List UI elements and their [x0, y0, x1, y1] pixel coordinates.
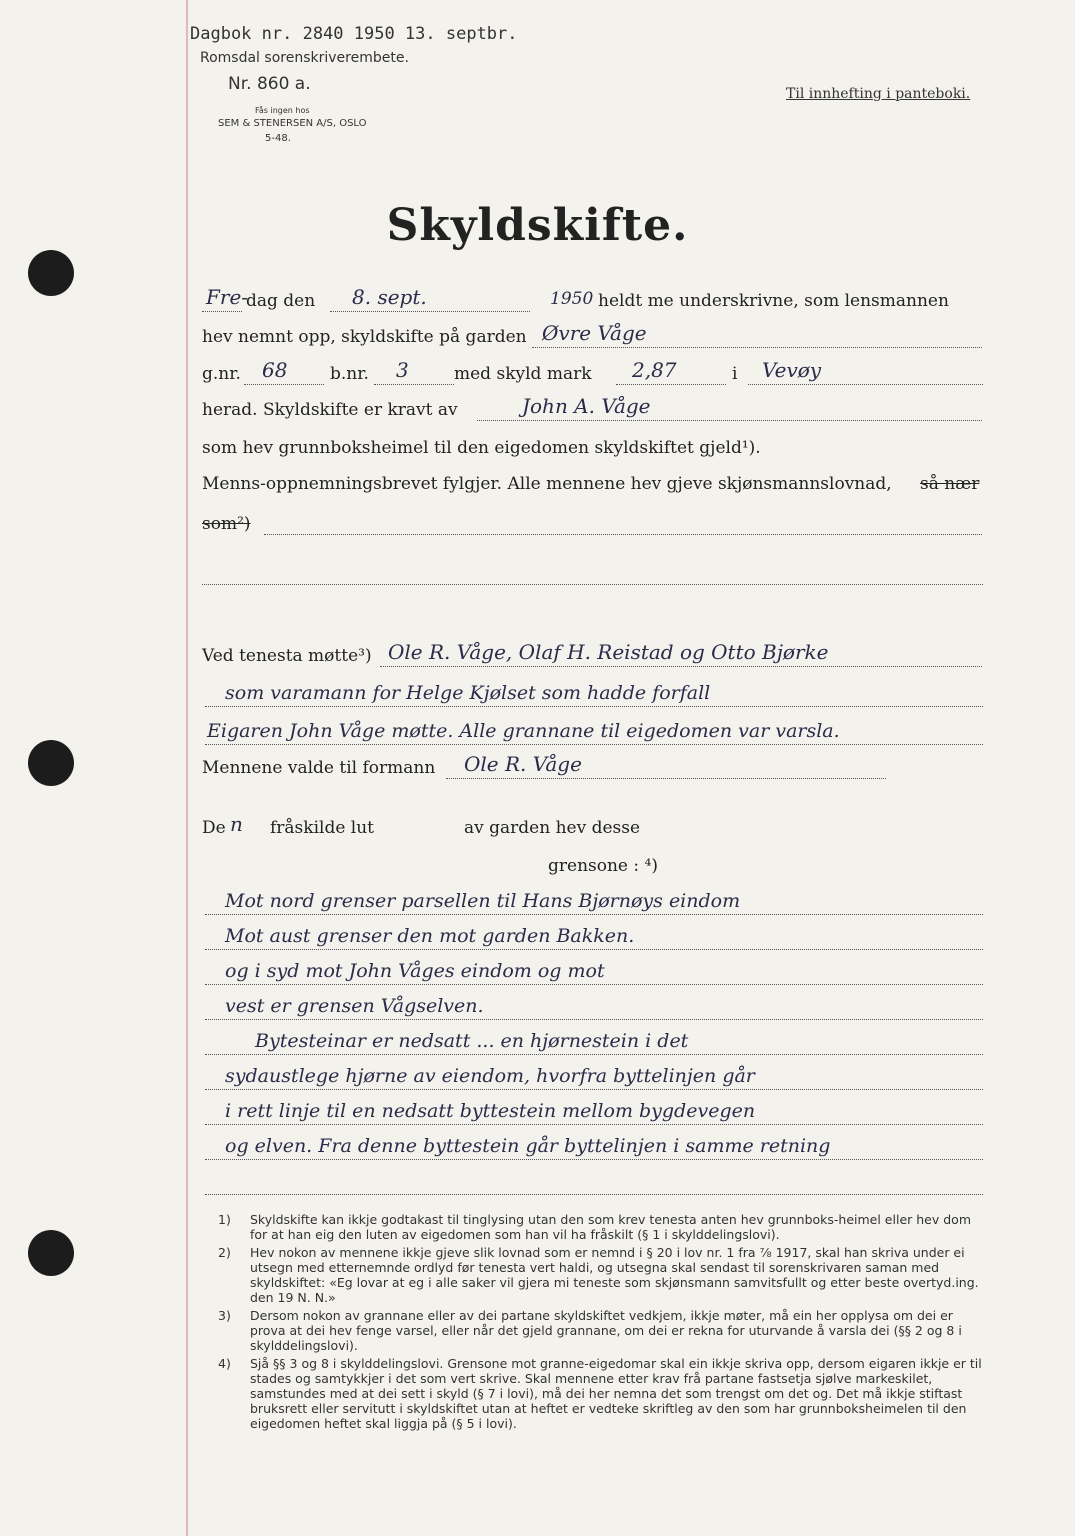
grense-line: og i syd mot John Våges eindom og mot	[205, 950, 983, 985]
footnote: 3) Dersom nokon av grannane eller av dei partane skyldskiftet vedkjem, ikkje møter, må ein her opplysa om dei er prova at dei hev fenge varsel, eller når det gjeld grannane, om dei er rekna for uturvande å varsla dei (§§ 2 og 8 i skylddelingslovi).	[218, 1308, 962, 1353]
footnote: 1) Skyldskifte kan ikkje godtakast til tinglysing utan den som krev tenesta anten hev grunnboks-heimel eller hev dom for at han eig den luten av eigedomen som han vil ha fråskilt (§ 1 i skylddelingslovi).	[218, 1212, 971, 1242]
publisher-line2: SEM & STENERSEN A/S, OSLO	[218, 118, 367, 129]
mark-value: 2,87	[632, 358, 677, 382]
day-value: Fre-	[206, 285, 249, 309]
form-number: Nr. 860 a.	[228, 74, 311, 94]
right-note: Til innhefting i panteboki.	[786, 86, 971, 102]
attendees-line-3: Eigaren John Våge møtte. Alle grannane til eigedomen var varsla.	[205, 710, 983, 745]
attendees-line-2: som varamann for Helge Kjølset som hadde forfall	[205, 672, 983, 707]
form-line-13: grensone : ⁴)	[548, 856, 658, 876]
punch-hole-icon	[28, 1230, 74, 1276]
krav-value: John A. Våge	[522, 394, 651, 418]
formann-value: Ole R. Våge	[464, 752, 582, 776]
dagbok-stamp: Dagbok nr. 2840 1950 13. septbr.	[190, 24, 518, 44]
page-title: Skyldskifte.	[386, 200, 689, 251]
grense-line: og elven. Fra denne byttestein går byttelinjen i samme retning	[205, 1125, 983, 1160]
grense-line: Bytesteinar er nedsatt ... en hjørnestein i det	[205, 1020, 983, 1055]
form-line-6: Menns-oppnemningsbrevet fylgjer. Alle mennene hev gjeve skjønsmannslovnad, så nær	[202, 474, 980, 494]
form-line-4: herad. Skyldskifte er kravt av John A. Våge	[202, 394, 983, 426]
farm-value: Øvre Våge	[542, 321, 647, 345]
blank-rule	[202, 584, 983, 585]
publisher-line3: 5-48.	[265, 133, 291, 144]
grense-line: Mot nord grenser parsellen til Hans Bjørnøys eindom	[205, 880, 983, 915]
form-line-5: som hev grunnboksheimel til den eigedomen skyldskiftet gjeld¹).	[202, 438, 761, 458]
office-stamp: Romsdal sorenskriverembete.	[200, 50, 409, 66]
grense-line: sydaustlege hjørne av eiendom, hvorfra byttelinjen går	[205, 1055, 983, 1090]
footnotes	[218, 1212, 988, 1434]
form-line-11: Mennene valde til formann Ole R. Våge	[202, 752, 983, 784]
footnote: 4) Sjå §§ 3 og 8 i skylddelingslovi. Grensone mot granne-eigedomar skal ein ikkje skriva opp, dersom eigaren ikkje er til stades og samtykkjer i det som vert skrive. Skal mennene etter krav frå partane fastsetja sjølve markeskilet, samstundes med at dei sett i skyld (§ 7 i lovi), må dei her nemna det som trengst om det og. Det må ikkje stiftast bruksrett eller servitutt i skyldskiftet utan at heftet er vedteke skriftleg av den som har grunnboksheimelen til den eigedomen heftet skal liggja på (§ 5 i lovi).	[218, 1356, 982, 1431]
gnr-value: 68	[262, 358, 288, 382]
date-value: 8. sept.	[352, 285, 427, 309]
publisher-line1: Fås ingen hos	[255, 106, 310, 115]
grense-line	[205, 1160, 983, 1195]
footnote: 2) Hev nokon av mennene ikkje gjeve slik lovnad som er nemnd i § 20 i lov nr. 1 fra ⅞ 1917, skal han skriva under ei utsegn med etternemnde ordlyd før tenesta vert haldi, og utsegna skal sendast til sorenskrivaren saman med skyldskiftet: «Eg lovar at eg i alle saker vil gjera mi teneste som skjønsmann samvitsfullt og etter beste overtyd.ing. den 19 N. N.»	[218, 1245, 979, 1305]
form-line-1: Fre- dag den 8. sept. 1950 heldt me underskrivne, som lensmannen	[202, 285, 983, 317]
punch-hole-icon	[28, 740, 74, 786]
form-line-2: hev nemnt opp, skyldskifte på garden Øvre Våge	[202, 321, 983, 353]
form-line-8: Ved tenesta møtte³) Ole R. Våge, Olaf H. Reistad og Otto Bjørke	[202, 640, 983, 672]
grense-line: i rett linje til en nedsatt byttestein mellom bygdevegen	[205, 1090, 983, 1125]
bnr-value: 3	[396, 358, 409, 382]
grense-line: Mot aust grenser den mot garden Bakken.	[205, 915, 983, 950]
form-line-12: De n fråskilde lut av garden hev desse	[202, 812, 641, 838]
attendees-value: Ole R. Våge, Olaf H. Reistad og Otto Bjørke	[388, 640, 829, 664]
grense-line: vest er grensen Vågselven.	[205, 985, 983, 1020]
punch-hole-icon	[28, 250, 74, 296]
herad-value: Vevøy	[762, 358, 822, 382]
form-line-3: g.nr. 68 b.nr. 3 med skyld mark 2,87 i Vevøy	[202, 358, 983, 390]
year-value: 1950	[550, 289, 594, 309]
form-line-7: som²)	[202, 508, 983, 540]
